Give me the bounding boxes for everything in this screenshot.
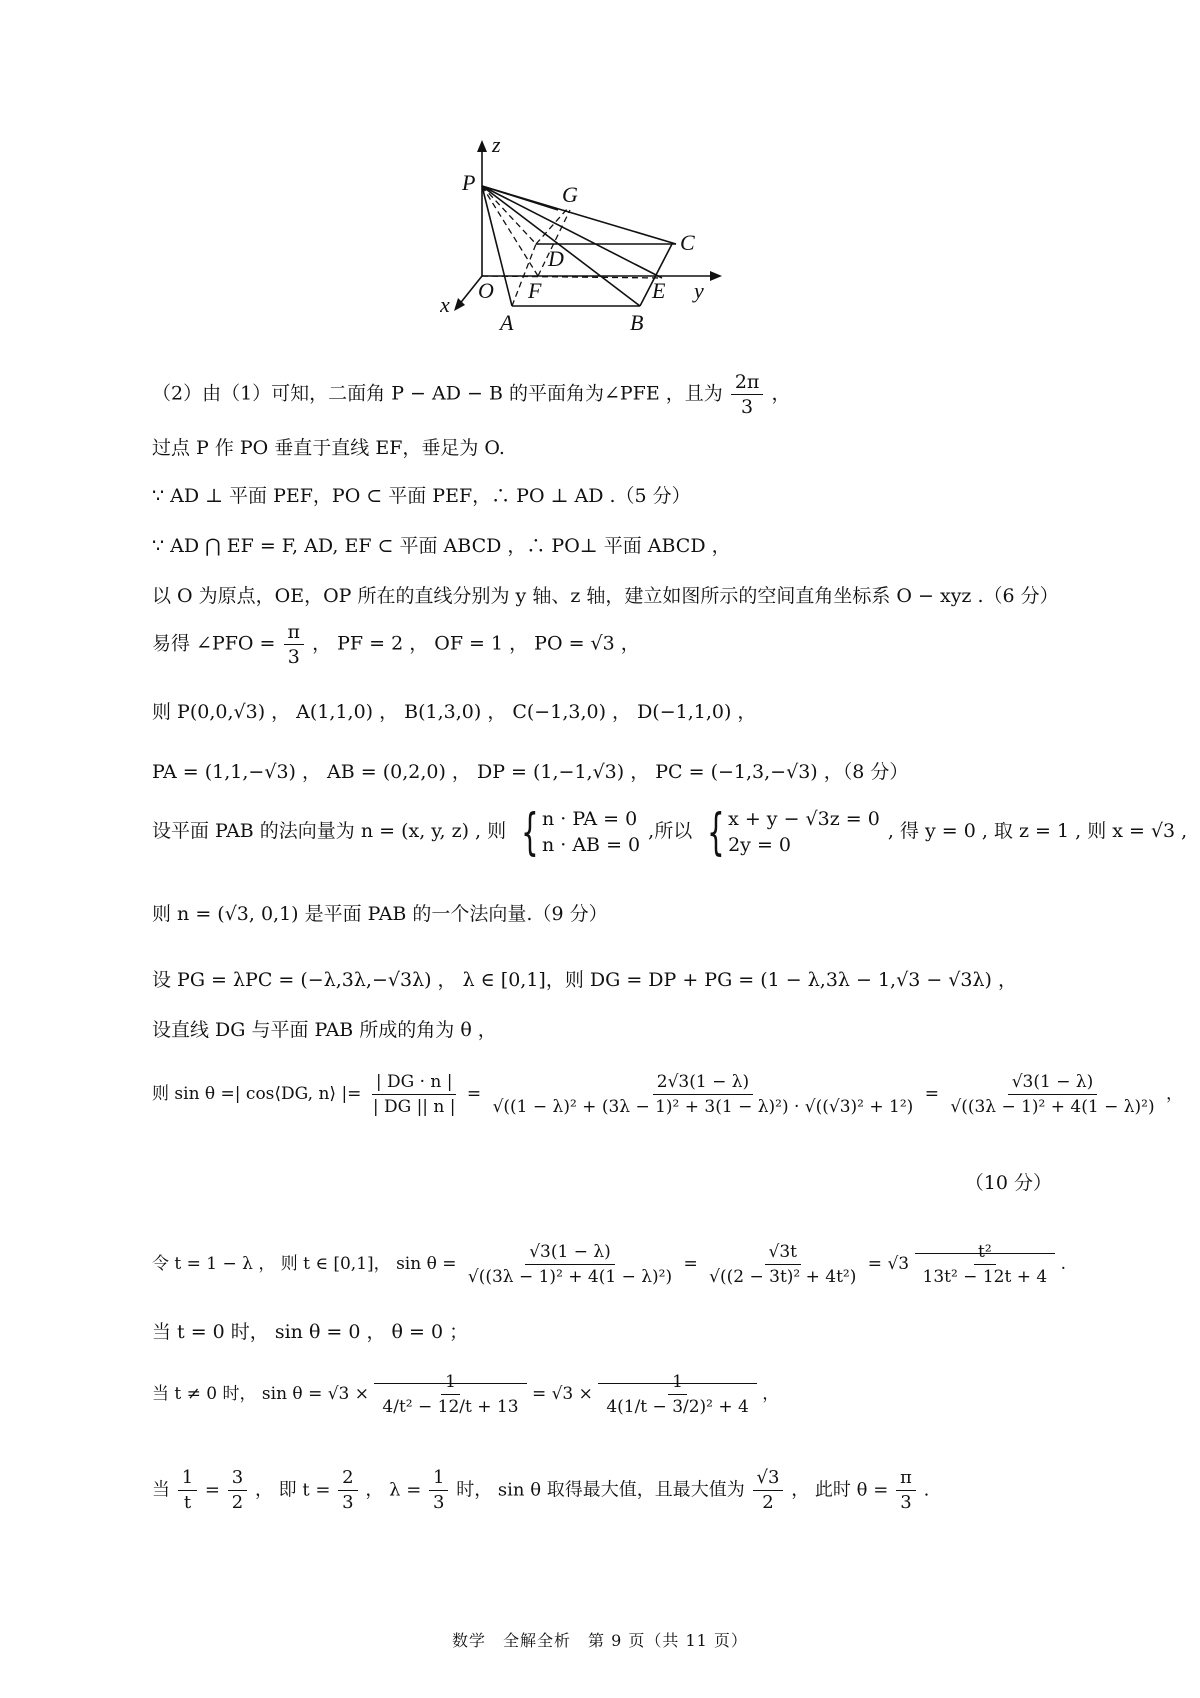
equation-system — [700, 803, 880, 861]
line-12: 设直线 DG 与平面 PAB 所成的角为 θ ， — [152, 1019, 497, 1041]
text-segment: . — [1060, 1254, 1066, 1274]
fraction-num: √3t — [765, 1240, 801, 1265]
pyramid-diagram — [440, 138, 780, 368]
label-b: B — [630, 310, 644, 335]
text-segment: 则 sin θ =| cos⟨DG, n⟩ |= — [152, 1084, 362, 1104]
fraction — [705, 1240, 860, 1289]
text-segment: 设平面 PAB 的法向量为 n = (x, y, z) , 则 — [152, 820, 507, 842]
fraction — [464, 1240, 676, 1289]
fraction — [602, 1370, 753, 1419]
line-2: 过点 P 作 PO 垂直于直线 EF，垂足为 O. — [152, 437, 505, 459]
text-segment: = — [683, 1254, 698, 1274]
text-segment: ,所以 — [648, 820, 693, 842]
system-row: n · PA = 0 — [541, 808, 638, 830]
fraction-num: √3(1 − λ) — [1008, 1070, 1098, 1095]
fraction-den: | DG || n | — [372, 1097, 456, 1117]
text-segment: = — [466, 1084, 482, 1104]
text-segment: （2）由（1）可知，二面角 P − AD − B 的平面角为∠PFE ，且为 — [152, 382, 723, 405]
system-row: 2y = 0 — [728, 834, 791, 856]
line-8: PA = (1,1,−√3) ， AB = (0,2,0) ， DP = (1,−1,√3) ， PC = (−1,3,−√3) ，（8 分） — [152, 761, 909, 783]
brace-glyph: { — [707, 803, 725, 861]
label-d: D — [548, 246, 564, 271]
text-segment: = √3 — [867, 1254, 910, 1274]
page-footer: 数学 全解全析 第 9 页（共 11 页） — [452, 1631, 748, 1650]
fraction-num: 1 — [668, 1370, 687, 1395]
text-segment: ， — [1166, 1084, 1183, 1104]
label-o: O — [478, 278, 494, 303]
text-segment: 令 t = 1 − λ ， 则 t ∈ [0,1]， sin θ = — [152, 1254, 457, 1274]
fraction-num: π — [284, 620, 305, 645]
fraction — [429, 1466, 448, 1515]
text-segment: ， 即 t = — [254, 1479, 331, 1501]
line-10: 则 n = (√3, 0,1) 是平面 PAB 的一个法向量.（9 分） — [152, 903, 608, 925]
text-segment: = — [204, 1479, 221, 1501]
label-e: E — [652, 278, 666, 303]
text-segment: ， — [771, 382, 791, 405]
text-segment: = √3 × — [531, 1384, 593, 1404]
fraction-num: 1 — [178, 1466, 197, 1491]
line-16: 当 t = 0 时， sin θ = 0 ， θ = 0 ； — [152, 1321, 469, 1343]
fraction — [731, 370, 764, 419]
fraction-num: 2√3(1 − λ) — [653, 1070, 753, 1095]
line-17 — [152, 1370, 779, 1419]
line-3: ∵ AD ⊥ 平面 PEF，PO ⊂ 平面 PEF，∴ PO ⊥ AD .（5 分） — [152, 485, 691, 507]
fraction — [919, 1240, 1052, 1289]
fraction-den: √((3λ − 1)² + 4(1 − λ)²) — [950, 1097, 1155, 1117]
fraction-den: 3 — [741, 396, 754, 418]
fraction-num: √3 — [753, 1466, 784, 1491]
system-row: n · AB = 0 — [541, 834, 641, 856]
line-6 — [152, 620, 640, 669]
fraction-num: 3 — [228, 1466, 247, 1491]
fraction-num: | DG · n | — [372, 1070, 457, 1095]
fraction-den: 2 — [762, 1492, 774, 1513]
label-x: x — [440, 292, 450, 317]
text-segment: 当 — [152, 1479, 170, 1501]
fraction — [378, 1370, 522, 1419]
fraction-den: 13t² − 12t + 4 — [922, 1267, 1048, 1287]
fraction-den: 4/t² − 12/t + 13 — [382, 1397, 519, 1417]
text-segment: . — [923, 1479, 930, 1501]
fraction-den: 3 — [433, 1492, 445, 1513]
fraction — [489, 1070, 918, 1119]
fraction-den: t — [183, 1492, 192, 1513]
fraction — [896, 1466, 916, 1515]
fraction — [178, 1466, 197, 1515]
fraction-den: 3 — [287, 646, 300, 668]
fraction-num: 1 — [429, 1466, 448, 1491]
fraction-den: √((1 − λ)² + (3λ − 1)² + 3(1 − λ)²) · √((√3)² + 1²) — [492, 1097, 914, 1117]
fraction-den: 3 — [342, 1492, 354, 1513]
radical — [915, 1240, 1056, 1289]
text-segment: ， 此时 θ = — [791, 1479, 889, 1501]
fraction — [946, 1070, 1158, 1119]
label-c: C — [680, 230, 695, 255]
fraction-den: 4(1/t − 3/2)² + 4 — [606, 1397, 749, 1417]
label-a: A — [500, 310, 514, 335]
text-segment: 易得 ∠PFO = — [152, 632, 276, 655]
line-1 — [152, 370, 790, 419]
radical — [598, 1370, 757, 1419]
radical — [374, 1370, 526, 1419]
fraction-num: π — [896, 1466, 916, 1491]
line-11: 设 PG = λPC = (−λ,3λ,−√3λ) ， λ ∈ [0,1]，则 DG = DP + PG = (1 − λ,3λ − 1,√3 − √3λ) ， — [152, 969, 1017, 991]
line-15 — [152, 1240, 1066, 1289]
line-7: 则 P(0,0,√3) ， A(1,1,0) ， B(1,3,0) ， C(−1,3,0) ， D(−1,1,0) ， — [152, 701, 757, 723]
line-13 — [152, 1070, 1183, 1119]
label-f: F — [528, 278, 542, 303]
text-segment: ， PF = 2 ， OF = 1 ， PO = √3 ， — [312, 632, 640, 655]
geometry-figure — [440, 138, 780, 368]
fraction-num: t² — [974, 1240, 996, 1265]
fraction — [338, 1466, 357, 1515]
line-18 — [152, 1466, 929, 1515]
fraction-den: 2 — [231, 1492, 244, 1513]
line-9 — [152, 803, 1188, 861]
system-row: x + y − √3z = 0 — [728, 808, 880, 830]
label-p: P — [462, 170, 476, 195]
text-segment: ， λ = — [365, 1479, 422, 1501]
fraction-den: 3 — [900, 1492, 912, 1513]
line-5: 以 O 为原点，OE，OP 所在的直线分别为 y 轴、z 轴，建立如图所示的空间直角坐标系 O − xyz .（6 分） — [152, 585, 1059, 607]
label-z: z — [492, 138, 501, 157]
text-segment: 时， sin θ 取得最大值，且最大值为 — [456, 1479, 745, 1501]
fraction-num: √3(1 − λ) — [525, 1240, 615, 1265]
score-note: （10 分） — [964, 1172, 1052, 1194]
text-segment: 当 t ≠ 0 时， sin θ = √3 × — [152, 1384, 370, 1404]
fraction — [369, 1070, 460, 1119]
fraction — [228, 1466, 247, 1515]
line-4: ∵ AD ⋂ EF = F, AD, EF ⊂ 平面 ABCD ，∴ PO⊥ 平面 ABCD ， — [152, 535, 731, 557]
label-y: y — [694, 278, 704, 303]
fraction-den: √((2 − 3t)² + 4t²) — [709, 1267, 857, 1287]
fraction-num: 2 — [338, 1466, 357, 1491]
text-segment: , 得 y = 0 , 取 z = 1 , 则 x = √3 , — [887, 820, 1188, 842]
fraction-den: √((3λ − 1)² + 4(1 − λ)²) — [467, 1267, 673, 1287]
text-segment: ， — [762, 1384, 780, 1404]
fraction — [753, 1466, 784, 1515]
fraction-num: 2π — [731, 370, 764, 395]
text-segment: = — [924, 1084, 939, 1104]
brace-glyph: { — [521, 803, 539, 861]
fraction — [284, 620, 305, 669]
fraction-num: 1 — [441, 1370, 460, 1395]
equation-system — [514, 803, 641, 861]
label-g: G — [562, 182, 578, 207]
